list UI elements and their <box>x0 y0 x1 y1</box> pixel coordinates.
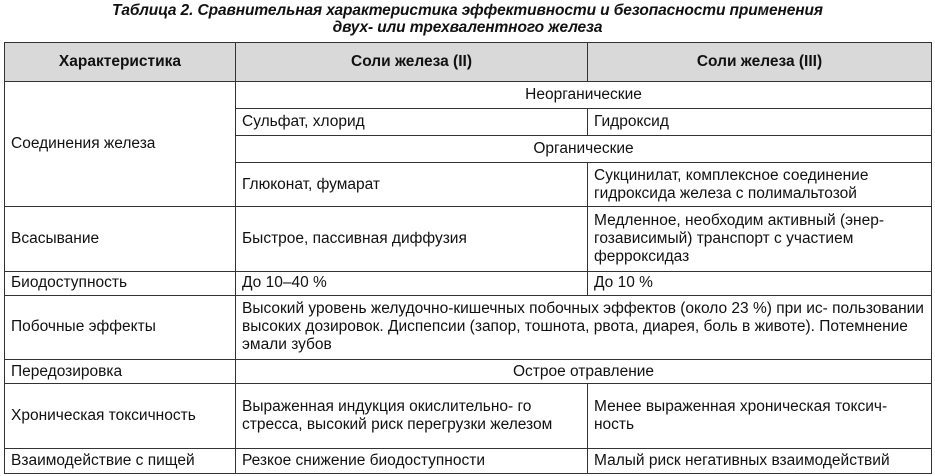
fe2-organic: Глюконат, фумарат <box>236 163 588 207</box>
absorption-fe2: Быстрое, пассивная диффузия <box>236 207 588 272</box>
bioavailability-label: Биодоступность <box>5 271 236 295</box>
header-row <box>5 43 932 82</box>
header-fe3: Соли железа (III) <box>588 43 932 82</box>
bioavailability-fe3: До 10 % <box>588 271 932 295</box>
organic-subheader: Органические <box>236 136 932 163</box>
chronic-toxicity-label: Хроническая токсичность <box>5 384 236 449</box>
table-row <box>5 207 932 272</box>
compounds-label: Соединения железа <box>5 82 236 207</box>
fe2-inorganic: Сульфат, хлорид <box>236 109 588 136</box>
header-fe2: Соли железа (II) <box>236 43 588 82</box>
table-row <box>5 295 932 360</box>
food-interaction-fe3: Малый риск негативных взаимодействий <box>588 448 932 473</box>
side-effects-value: Высокий уровень желудочно-кишечных побочных эффектов (около 23 %) при ис- пользовании высоких дозировок. Диспепсии (запор, тошнота, рвота, диарея, боль в животе). Потемнение эмали зубов <box>236 295 932 360</box>
absorption-fe3: Медленное, необходим активный (энер- гозависимый) транспорт с участием ферроксидаз <box>588 207 932 272</box>
chronic-toxicity-fe3: Менее выраженная хроническая токсич- ность <box>588 384 932 449</box>
chronic-toxicity-fe2: Выраженная индукция окислительно- го стресса, высокий риск перегрузки железом <box>236 384 588 449</box>
table-row <box>5 384 932 449</box>
food-interaction-fe2: Резкое снижение биодоступности <box>236 448 588 473</box>
fe3-inorganic: Гидроксид <box>588 109 932 136</box>
table-row <box>5 271 932 295</box>
fe3-organic: Сукцинилат, комплексное соединение гидроксида железа с полимальтозой <box>588 163 932 207</box>
food-interaction-label: Взаимодействие с пищей <box>5 448 236 473</box>
table-row <box>5 448 932 473</box>
inorganic-subheader: Неорганические <box>236 82 932 109</box>
caption-line-2: двух- или трехвалентного железа <box>332 19 603 36</box>
overdose-value: Острое отравление <box>236 360 932 384</box>
caption-line-1: Таблица 2. Сравнительная характеристика эффективности и безопасности применения <box>112 2 823 19</box>
comparison-table <box>4 42 932 474</box>
header-characteristic: Характеристика <box>5 43 236 82</box>
absorption-label: Всасывание <box>5 207 236 272</box>
table-row <box>5 360 932 384</box>
side-effects-label: Побочные эффекты <box>5 295 236 360</box>
bioavailability-fe2: До 10–40 % <box>236 271 588 295</box>
table-caption <box>0 2 935 36</box>
table-row <box>5 82 932 109</box>
overdose-label: Передозировка <box>5 360 236 384</box>
